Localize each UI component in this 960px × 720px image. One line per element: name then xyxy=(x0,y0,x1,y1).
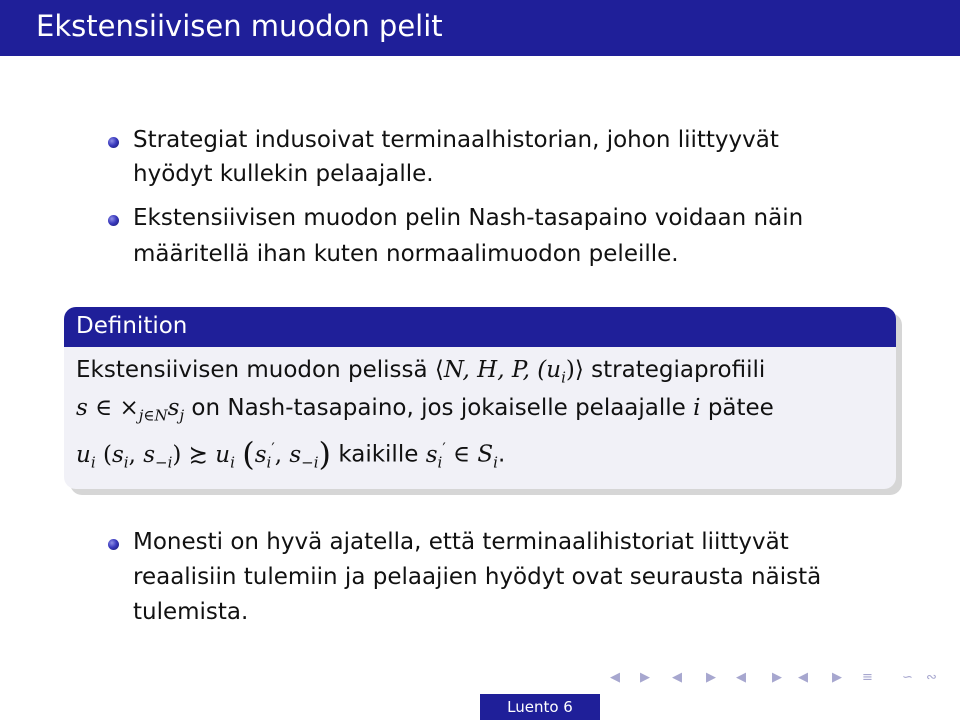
nav-next-subsection-icon[interactable]: ▶ xyxy=(772,670,782,685)
bullet-1-line-1: Strategiat indusoivat terminaalhistorian, johon liittyyvät xyxy=(133,127,779,153)
strategy-profile-text: strategiaprofiili xyxy=(591,357,766,383)
nav-prev-frame-icon[interactable]: ◀ xyxy=(672,670,682,685)
slide-title: Ekstensiivisen muodon pelit xyxy=(36,9,443,43)
bullet-3-line-2: reaalisiin tulemiin ja pelaajien hyödyt ovat seurausta näistä xyxy=(133,564,822,590)
nav-prev-slide-icon[interactable]: ◀ xyxy=(610,670,620,685)
element-of-symbol: ∈ xyxy=(95,395,113,421)
strategy-set-subscript: i xyxy=(493,453,498,472)
bullet-icon xyxy=(108,215,119,226)
beamer-navigation xyxy=(610,670,950,690)
holds-text: pätee xyxy=(707,395,774,421)
bullet-3-line-3: tulemista. xyxy=(133,599,249,625)
definition-line-1 xyxy=(76,357,765,387)
game-tuple-close: ) xyxy=(565,357,575,383)
footer-lecture-label: Luento 6 xyxy=(507,698,573,716)
nav-back-icon[interactable]: ∽ xyxy=(902,670,913,685)
symbol-s-prime: $s_i'$ xyxy=(425,439,446,472)
definition-line-3 xyxy=(76,434,506,473)
definition-period: . xyxy=(497,441,506,468)
symbol-s-j-subscript: j xyxy=(179,406,185,425)
right-angle-bracket: ⟩ xyxy=(574,357,584,383)
game-tuple-subscript: i xyxy=(561,368,566,387)
symbol-s: s xyxy=(76,395,88,421)
definition-header xyxy=(64,307,896,347)
footer-bar xyxy=(480,694,600,720)
bullet-1-line-2: hyödyt kullekin pelaajalle. xyxy=(133,161,434,187)
bullet-2-line-1: Ekstensiivisen muodon pelin Nash-tasapaino voidaan näin xyxy=(133,205,804,231)
definition-intro-text: Ekstensiivisen muodon pelissä xyxy=(76,357,428,383)
for-all-text: kaikille xyxy=(338,441,419,468)
nav-outline-icon[interactable]: ≡ xyxy=(862,670,873,685)
definition-block xyxy=(64,307,896,489)
nash-equilibrium-text: on Nash-tasapaino, jos jokaiselle pelaajalle xyxy=(191,395,686,421)
product-symbol: × xyxy=(119,395,139,421)
nav-next-section-icon[interactable]: ▶ xyxy=(832,670,842,685)
strategy-set: S xyxy=(477,441,494,468)
nav-next-slide-icon[interactable]: ▶ xyxy=(640,670,650,685)
nav-prev-section-icon[interactable]: ◀ xyxy=(798,670,808,685)
left-angle-bracket: ⟨ xyxy=(434,357,444,383)
symbol-s-j: s xyxy=(167,395,180,421)
utility-inequality: $u_i$ ($s_i$, $s_{-i}$) ≿ $u_i$ ($s_i'$, $s_{-i}$) xyxy=(76,434,332,473)
definition-title: Definition xyxy=(76,313,188,339)
game-tuple: N, H, P, (u xyxy=(443,357,562,383)
nav-next-frame-icon[interactable]: ▶ xyxy=(706,670,716,685)
product-subscript: j∈N xyxy=(138,406,168,425)
definition-line-2 xyxy=(76,395,774,425)
bullet-2-line-2: määritellä ihan kuten normaalimuodon peleille. xyxy=(133,241,679,267)
bullet-icon xyxy=(108,539,119,550)
slide-title-bar xyxy=(0,0,960,56)
nav-prev-subsection-icon[interactable]: ◀ xyxy=(736,670,746,685)
bullet-icon xyxy=(108,137,119,148)
nav-search-icon[interactable]: ∾ xyxy=(926,670,937,685)
symbol-i: i xyxy=(693,395,701,421)
element-of-symbol-2: ∈ xyxy=(453,441,471,468)
bullet-3-line-1: Monesti on hyvä ajatella, että terminaalihistoriat liittyvät xyxy=(133,529,789,555)
